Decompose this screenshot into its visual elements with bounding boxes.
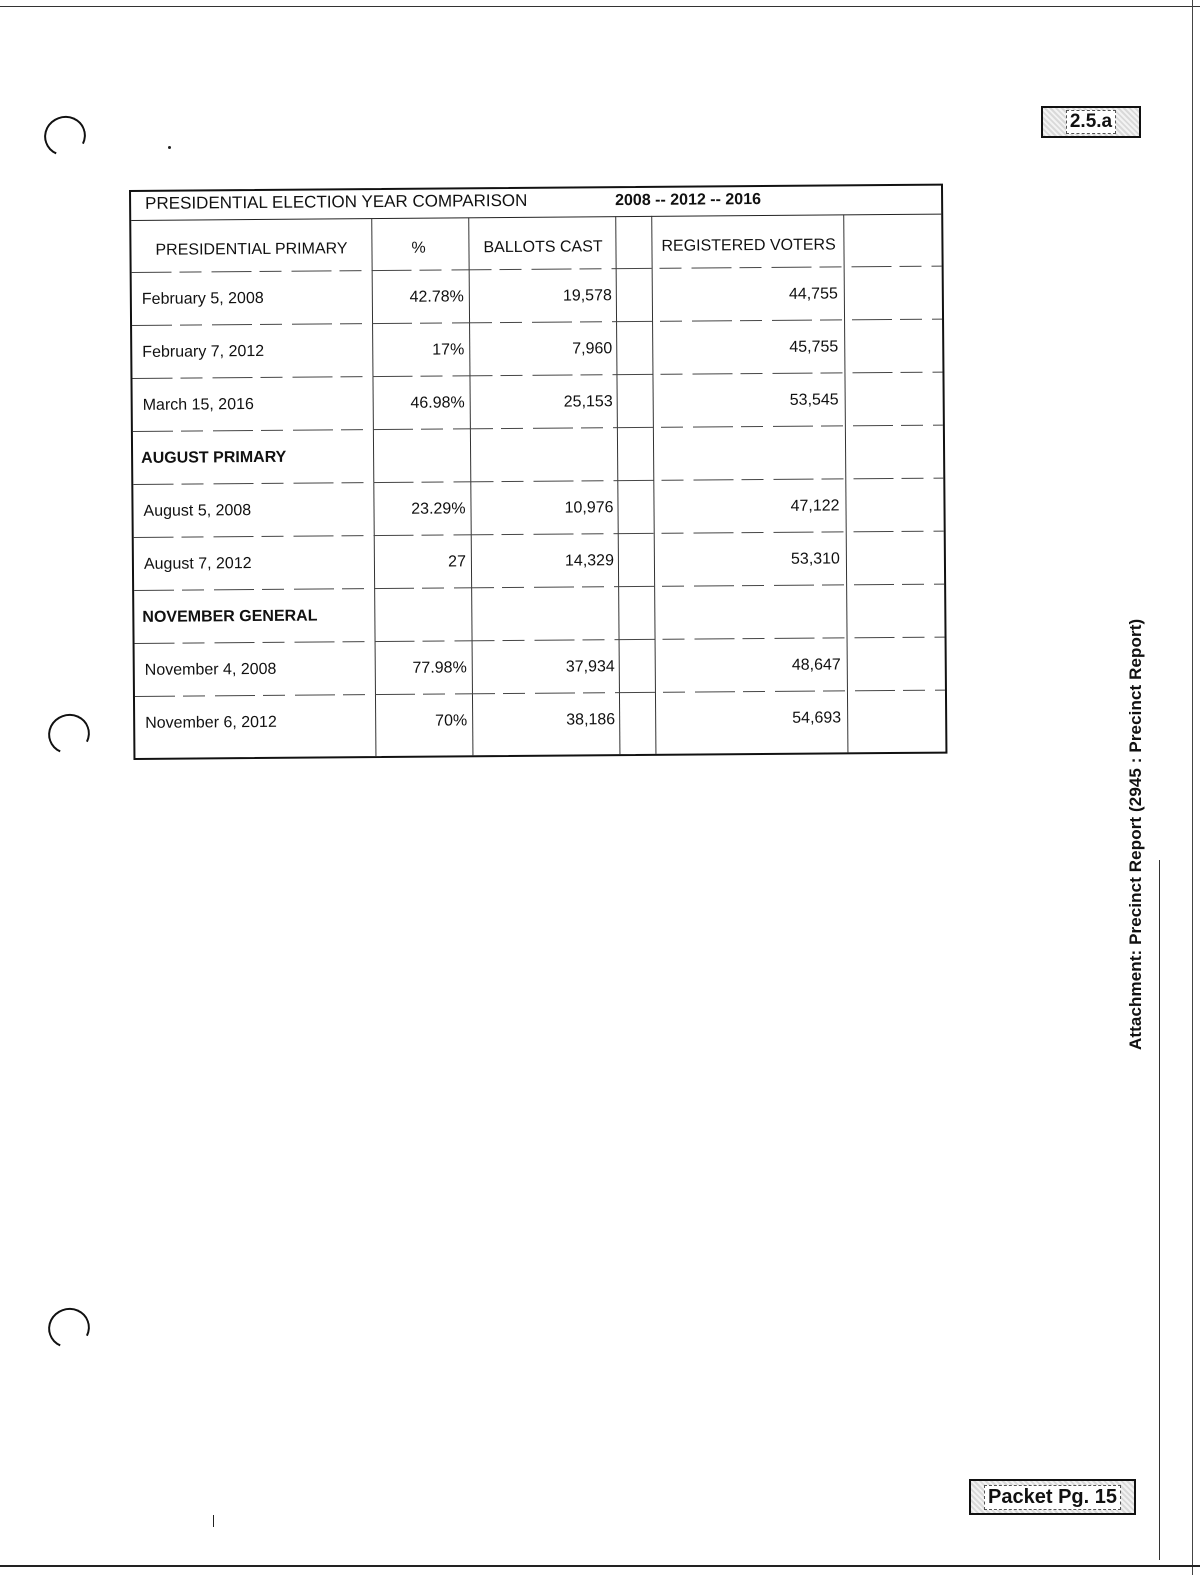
table-row [134,532,944,591]
table-row [135,691,945,755]
row-ballots: 37,934 [565,658,615,676]
section-row-august [133,426,943,485]
header-label: PRESIDENTIAL PRIMARY [155,240,348,259]
header-ballots: BALLOTS CAST [483,238,603,257]
packet-page-badge [969,1479,1136,1515]
row-registered: 47,122 [790,497,840,515]
punch-hole-icon [42,708,95,760]
row-pct: 70% [435,712,468,730]
row-pct: 77.98% [412,659,467,677]
row-ballots: 19,578 [562,287,612,305]
table-years: 2008 -- 2012 -- 2016 [615,191,762,210]
row-date: November 4, 2008 [144,660,277,679]
row-registered: 53,545 [789,391,839,409]
header-registered: REGISTERED VOTERS [661,236,836,255]
row-pct: 46.98% [410,394,465,412]
row-ballots: 10,976 [564,499,614,517]
row-ballots: 38,186 [566,711,616,729]
page-edge-right [1192,0,1193,1575]
row-pct: 27 [448,553,466,571]
packet-page-label: Packet Pg. 15 [984,1485,1121,1510]
row-date: August 7, 2012 [143,555,252,573]
row-date: March 15, 2016 [142,396,254,414]
table-row [132,267,942,326]
row-registered: 45,755 [789,338,839,356]
row-registered: 48,647 [791,656,841,674]
section-row-november [134,585,944,644]
header-pct: % [411,239,426,257]
row-registered: 53,310 [790,550,840,568]
punch-hole-icon [42,1302,95,1354]
row-ballots: 25,153 [563,393,613,411]
punch-hole-icon [38,110,91,162]
table-row [133,479,943,538]
row-date: February 5, 2008 [141,289,264,308]
scan-speck [168,146,171,149]
table-title: PRESIDENTIAL ELECTION YEAR COMPARISON [145,190,528,213]
row-date: August 5, 2008 [143,502,252,520]
attachment-caption: Attachment: Precinct Report (2945 : Precinct Report) [1126,618,1145,1050]
section-label: NOVEMBER GENERAL [142,607,318,626]
row-registered: 54,693 [792,709,842,727]
agenda-item-badge [1041,106,1141,138]
table-row [132,320,942,379]
row-pct: 17% [432,341,465,359]
row-pct: 42.78% [409,288,464,306]
page-edge-bottom [0,1565,1200,1567]
election-comparison-table [129,184,947,760]
row-date: February 7, 2012 [142,342,265,361]
row-date: November 6, 2012 [145,713,277,732]
row-ballots: 14,329 [564,552,614,570]
table-header-row [131,214,941,273]
page-edge-top [0,6,1200,7]
table-row [132,373,942,432]
row-pct: 23.29% [411,500,466,518]
margin-rule [1159,860,1160,1560]
section-label: AUGUST PRIMARY [141,448,287,467]
row-registered: 44,755 [788,285,838,303]
agenda-item-label: 2.5.a [1066,110,1116,134]
row-ballots: 7,960 [572,340,613,358]
scan-speck [213,1515,214,1527]
table-row [135,638,945,697]
